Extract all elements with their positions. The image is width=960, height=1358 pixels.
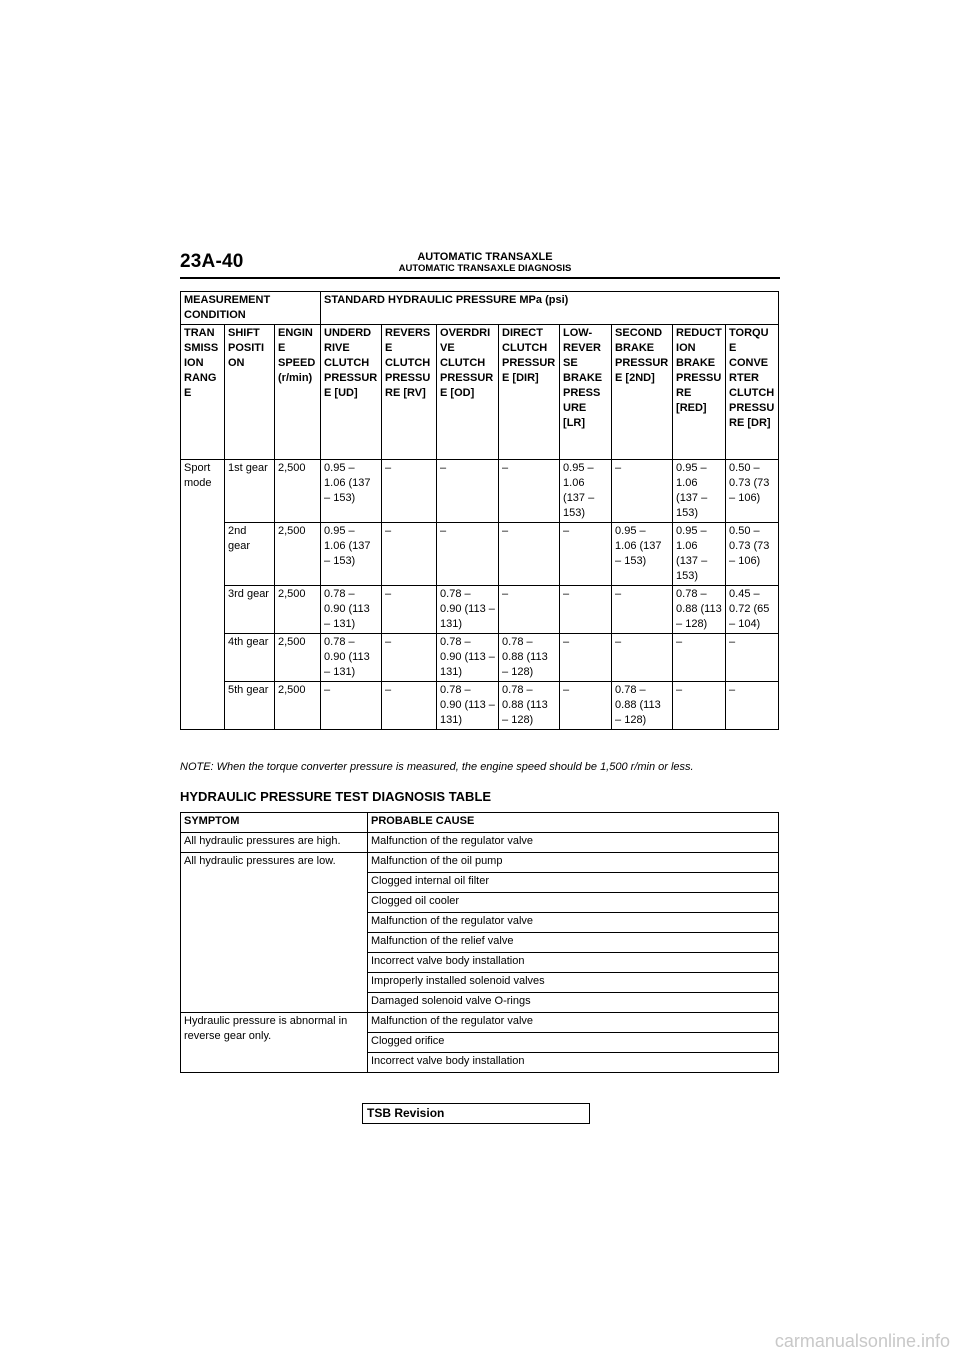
group-header-pressure: STANDARD HYDRAULIC PRESSURE MPa (psi)	[321, 292, 779, 325]
header-titles	[350, 251, 620, 274]
table-cell: –	[673, 634, 726, 682]
cause-cell: Malfunction of the relief valve	[368, 933, 779, 953]
range-cell: Sport mode	[181, 460, 225, 730]
cause-cell: Clogged orifice	[368, 1033, 779, 1053]
table-cell: 2,500	[275, 460, 321, 523]
table-row	[181, 833, 779, 853]
torque-converter-note: NOTE: When the torque converter pressure is measured, the engine speed should be 1,500 r/min or less.	[180, 761, 694, 773]
table-row	[181, 586, 779, 634]
table-cell: –	[382, 523, 437, 586]
watermark: carmanualsonline.info	[774, 1331, 950, 1351]
table-cell: 2,500	[275, 634, 321, 682]
table-row	[181, 853, 779, 873]
diagnosis-table	[180, 812, 779, 1073]
table-cell: –	[673, 682, 726, 730]
table-cell: 0.78 – 0.88 (113 – 128)	[499, 682, 560, 730]
table-cell: –	[560, 523, 612, 586]
column-header: TRANSMISSION RANGE	[181, 325, 225, 460]
header-subtitle: AUTOMATIC TRANSAXLE DIAGNOSIS	[398, 263, 572, 274]
table-cell: –	[437, 460, 499, 523]
group-header-condition: MEASUREMENT CONDITION	[181, 292, 321, 325]
table-cell: 1st gear	[225, 460, 275, 523]
table-cell: 0.95 – 1.06 (137 – 153)	[321, 523, 382, 586]
page-header	[180, 251, 780, 279]
symptom-cell: Hydraulic pressure is abnormal in reverse gear only.	[181, 1013, 368, 1073]
header-rule	[180, 277, 780, 279]
table-cell: 0.50 – 0.73 (73 – 106)	[726, 460, 779, 523]
cause-cell: Incorrect valve body installation	[368, 1053, 779, 1073]
table-cell: –	[382, 634, 437, 682]
column-header: REVERSE CLUTCH PRESSURE [RV]	[382, 325, 437, 460]
table-cell: 0.95 – 1.06 (137 – 153)	[612, 523, 673, 586]
cause-cell: Incorrect valve body installation	[368, 953, 779, 973]
table-row	[181, 523, 779, 586]
table-row	[181, 1013, 779, 1033]
column-header: DIRECT CLUTCH PRESSURE [DIR]	[499, 325, 560, 460]
table-cell: –	[499, 460, 560, 523]
table-cell: –	[726, 682, 779, 730]
table-cell: 0.95 – 1.06 (137 – 153)	[321, 460, 382, 523]
cause-cell: Malfunction of the regulator valve	[368, 1013, 779, 1033]
cause-cell: Malfunction of the oil pump	[368, 853, 779, 873]
table-cell: 4th gear	[225, 634, 275, 682]
table-cell: 0.78 – 0.90 (113 – 131)	[437, 634, 499, 682]
table-cell: –	[499, 586, 560, 634]
column-header-row	[181, 325, 779, 460]
pressure-table-body	[181, 460, 779, 730]
column-header: LOW-REVERSE BRAKE PRESSURE [LR]	[560, 325, 612, 460]
table-cell: 2,500	[275, 682, 321, 730]
cause-cell: Malfunction of the regulator valve	[368, 913, 779, 933]
table-cell: 5th gear	[225, 682, 275, 730]
table-row	[181, 460, 779, 523]
table-cell: 2,500	[275, 586, 321, 634]
cause-cell: Improperly installed solenoid valves	[368, 973, 779, 993]
table-cell: –	[612, 634, 673, 682]
table-cell: 0.78 – 0.88 (113 – 128)	[499, 634, 560, 682]
page-number: 23A-40	[180, 251, 244, 272]
cause-header: PROBABLE CAUSE	[368, 813, 779, 833]
table-cell: 0.78 – 0.88 (113 – 128)	[673, 586, 726, 634]
table-cell: –	[437, 523, 499, 586]
column-header: REDUCTION BRAKE PRESSURE [RED]	[673, 325, 726, 460]
table-cell: 0.95 – 1.06 (137 – 153)	[673, 523, 726, 586]
symptom-cell: All hydraulic pressures are high.	[181, 833, 368, 853]
group-header-row	[181, 292, 779, 325]
table-cell: 0.78 – 0.90 (113 – 131)	[437, 682, 499, 730]
column-header: TORQUE CONVERTER CLUTCH PRESSURE [DR]	[726, 325, 779, 460]
table-cell: –	[382, 586, 437, 634]
table-cell: 2nd gear	[225, 523, 275, 586]
table-cell: –	[560, 634, 612, 682]
column-header: UNDERDRIVE CLUTCH PRESSURE [UD]	[321, 325, 382, 460]
symptom-cell: All hydraulic pressures are low.	[181, 853, 368, 1013]
diagnosis-header-row	[181, 813, 779, 833]
table-row	[181, 634, 779, 682]
table-cell: 0.78 – 0.90 (113 – 131)	[321, 586, 382, 634]
table-cell: –	[382, 682, 437, 730]
table-cell: 0.78 – 0.90 (113 – 131)	[321, 634, 382, 682]
header-title: AUTOMATIC TRANSAXLE	[417, 251, 553, 263]
cause-cell: Clogged oil cooler	[368, 893, 779, 913]
table-cell: –	[726, 634, 779, 682]
symptom-header: SYMPTOM	[181, 813, 368, 833]
pressure-table	[180, 291, 779, 730]
table-cell: 0.95 – 1.06 (137 – 153)	[673, 460, 726, 523]
table-cell: 0.50 – 0.73 (73 – 106)	[726, 523, 779, 586]
table-cell: 0.45 – 0.72 (65 – 104)	[726, 586, 779, 634]
table-cell: –	[560, 682, 612, 730]
table-cell: –	[560, 586, 612, 634]
column-header: SECOND BRAKE PRESSURE [2ND]	[612, 325, 673, 460]
section-title: HYDRAULIC PRESSURE TEST DIAGNOSIS TABLE	[180, 789, 492, 804]
cause-cell: Damaged solenoid valve O-rings	[368, 993, 779, 1013]
cause-cell: Malfunction of the regulator valve	[368, 833, 779, 853]
table-cell: –	[499, 523, 560, 586]
table-cell: –	[382, 460, 437, 523]
column-header: OVERDRIVE CLUTCH PRESSURE [OD]	[437, 325, 499, 460]
table-cell: 2,500	[275, 523, 321, 586]
table-cell: –	[612, 460, 673, 523]
table-cell: 0.78 – 0.90 (113 – 131)	[437, 586, 499, 634]
tsb-revision-box: TSB Revision	[362, 1103, 590, 1124]
diagnosis-table-body	[181, 833, 779, 1073]
column-header: SHIFT POSITION	[225, 325, 275, 460]
table-cell: –	[321, 682, 382, 730]
table-row	[181, 682, 779, 730]
column-header: ENGINE SPEED (r/min)	[275, 325, 321, 460]
table-cell: 0.78 – 0.88 (113 – 128)	[612, 682, 673, 730]
table-cell: 3rd gear	[225, 586, 275, 634]
table-cell: 0.95 – 1.06 (137 – 153)	[560, 460, 612, 523]
table-cell: –	[612, 586, 673, 634]
cause-cell: Clogged internal oil filter	[368, 873, 779, 893]
